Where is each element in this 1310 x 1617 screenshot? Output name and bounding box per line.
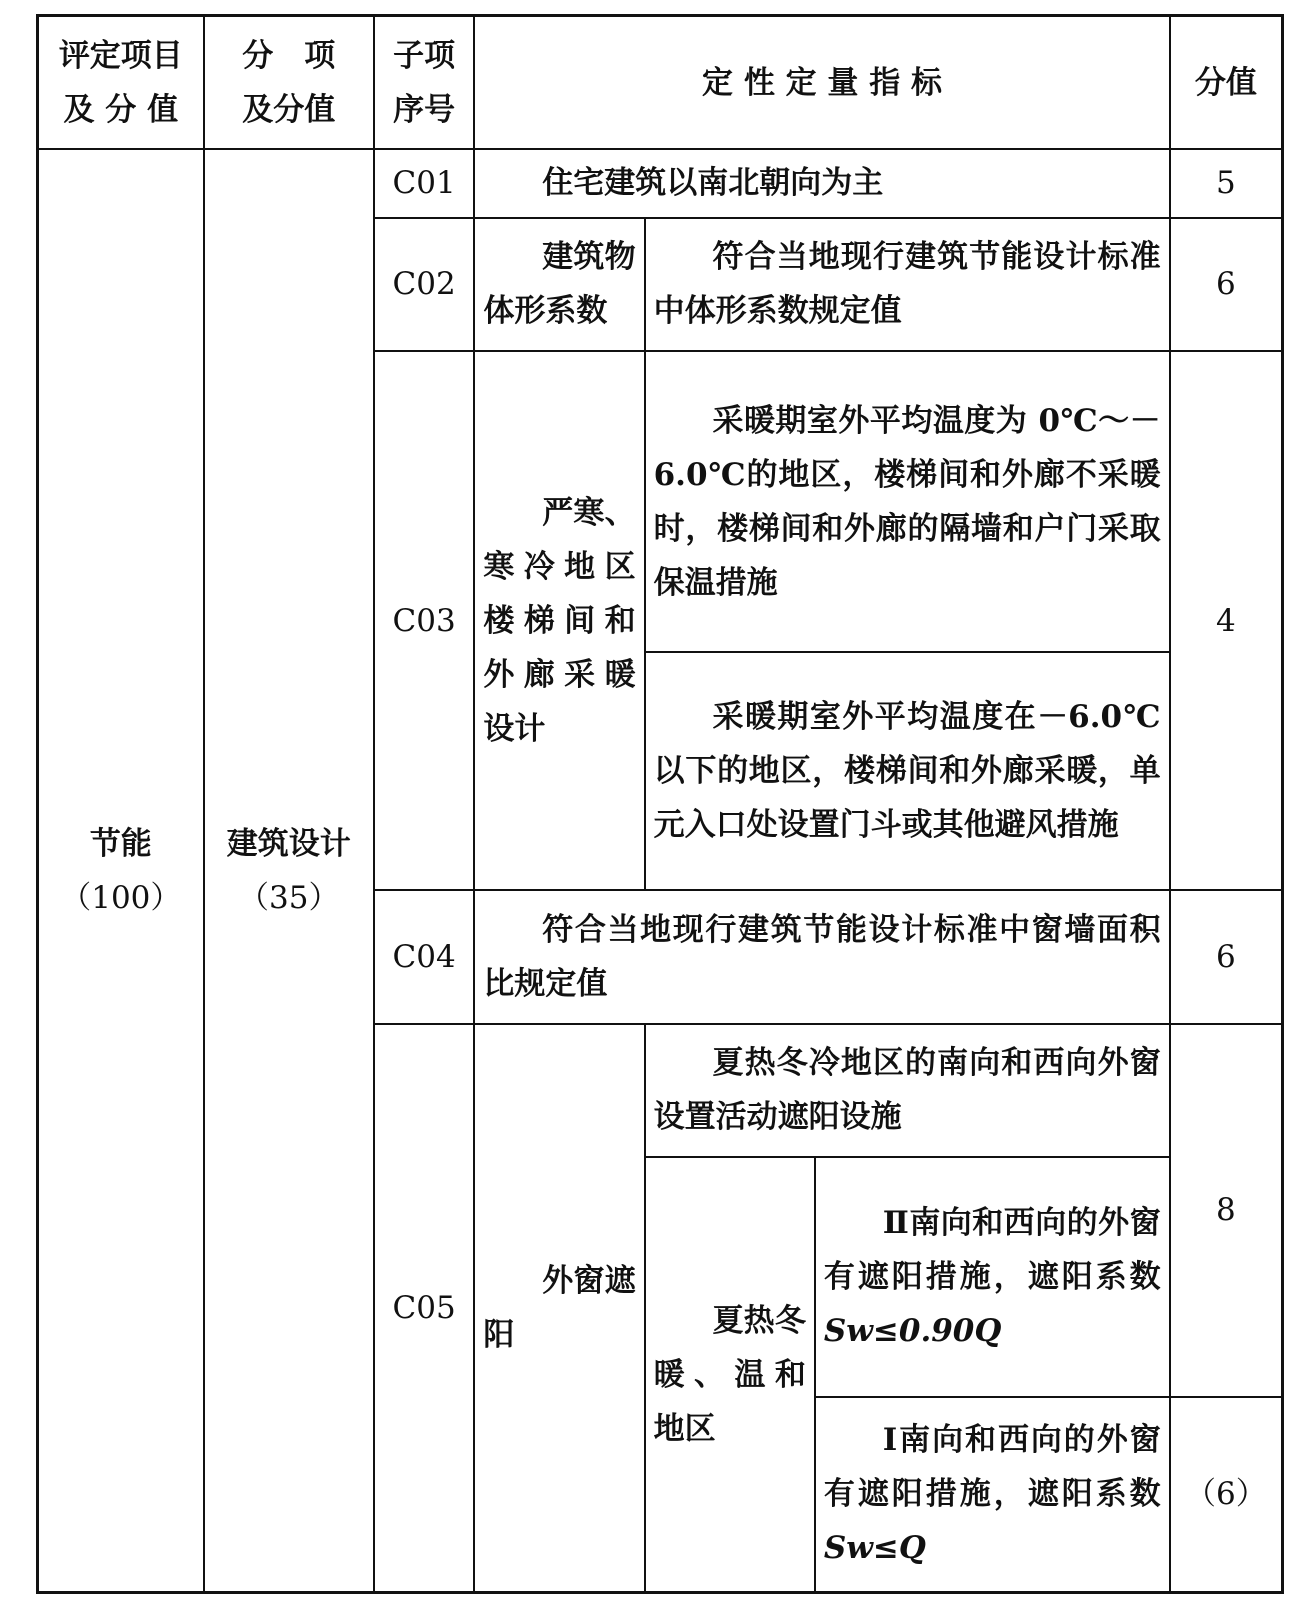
code-c01: C01	[374, 149, 475, 217]
code-c05: C05	[374, 1024, 475, 1593]
code-c03: C03	[374, 351, 475, 889]
text-c05-b-prefix: Ⅱ南向和西向的外窗有遮阳措施，遮阳系数	[823, 1205, 1161, 1296]
text-c04: 符合当地现行建筑节能设计标准中窗墙面积比规定值	[474, 890, 1169, 1024]
item-value: （100）	[60, 879, 182, 916]
item-name: 节能	[89, 825, 152, 862]
score-c03: 4	[1170, 351, 1283, 889]
header-score: 分值	[1170, 16, 1283, 150]
header-row	[38, 16, 1283, 150]
item-cell	[38, 149, 204, 1592]
header-item-line1: 评定项目	[58, 37, 183, 74]
header-item-line2: 及 分 值	[63, 91, 179, 128]
score-c01: 5	[1170, 149, 1283, 217]
subitem-name: 建筑设计	[226, 825, 351, 862]
label-c05: 外窗遮阳	[474, 1024, 644, 1593]
text-c01: 住宅建筑以南北朝向为主	[474, 149, 1169, 217]
subitem-value: （35）	[238, 879, 340, 916]
header-code	[374, 16, 475, 150]
text-c05-b	[815, 1157, 1170, 1396]
region-c05: 夏热冬暖、温和地区	[645, 1157, 815, 1592]
score-c05: 8	[1170, 1024, 1283, 1397]
subitem-cell	[204, 149, 374, 1592]
text-c03-a: 采暖期室外平均温度为 0℃～－6.0℃的地区，楼梯间和外廊不采暖时，楼梯间和外廊的隔墙和户门采取保温措施	[645, 351, 1170, 652]
code-c04: C04	[374, 890, 475, 1024]
score-c04: 6	[1170, 890, 1283, 1024]
header-subitem	[204, 16, 374, 150]
row-c01	[38, 149, 1283, 217]
text-c05-c	[815, 1397, 1170, 1593]
text-c05-c-prefix: Ⅰ南向和西向的外窗有遮阳措施，遮阳系数	[823, 1422, 1161, 1513]
header-criteria: 定 性 定 量 指 标	[474, 16, 1169, 150]
text-c03-b: 采暖期室外平均温度在－6.0℃以下的地区，楼梯间和外廊采暖，单元入口处设置门斗或其他避风措施	[645, 652, 1170, 889]
formula-c05-c: Sw≤Q	[823, 1530, 926, 1567]
header-item	[38, 16, 204, 150]
code-c02: C02	[374, 218, 475, 352]
label-c03: 严寒、寒冷地区楼梯间和外廊采暖设计	[474, 351, 644, 889]
label-c02: 建筑物体形系数	[474, 218, 644, 352]
header-code-line1: 子项	[393, 37, 456, 74]
text-c05-a: 夏热冬冷地区的南向和西向外窗设置活动遮阳设施	[645, 1024, 1170, 1158]
header-subitem-line1: 分 项	[242, 37, 336, 74]
formula-c05-b: Sw≤0.90Q	[823, 1313, 1002, 1350]
text-c02: 符合当地现行建筑节能设计标准中体形系数规定值	[645, 218, 1170, 352]
header-code-line2: 序号	[393, 91, 456, 128]
header-subitem-line2: 及分值	[242, 91, 336, 128]
score-c05-alt: （6）	[1170, 1397, 1283, 1593]
evaluation-table	[36, 14, 1284, 1594]
score-c02: 6	[1170, 218, 1283, 352]
